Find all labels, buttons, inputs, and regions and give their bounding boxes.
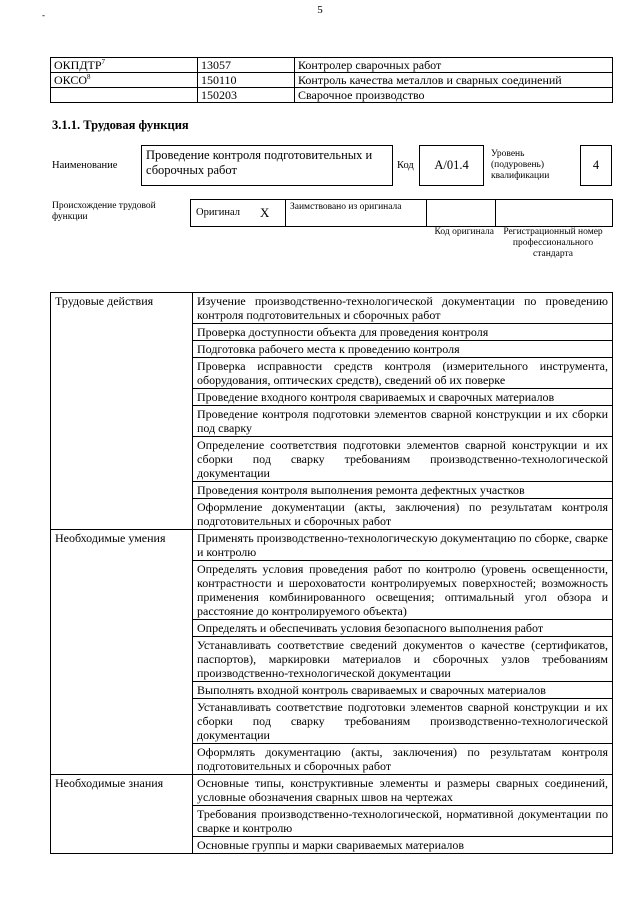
original-box [190,199,286,227]
name-label: Наименование [52,160,118,171]
classifier-code: ОКПДТР$^7$ [51,58,198,73]
level-value: 4 [592,158,600,172]
requirement-item: Определять и обеспечивать условия безопасного выполнения работ [193,620,613,637]
requirement-item: Применять производственно-технологическую документацию по сборке, сварке и контролю [193,530,613,561]
requirement-item: Устанавливать соответствие сведений документов о качестве (сертификатов, паспортов), маркировки материалов и сборочных узлов требованиям производственно-технологической документации [193,637,613,682]
category-label: Трудовые действия [51,293,193,530]
code-original-label: Код оригинала [434,227,494,237]
classifier-row [51,73,613,88]
page-number: 5 [317,4,323,16]
requirement-item: Основные типы, конструктивные элементы и размеры сварных соединений, условные обозначения сварных швов на чертежах [193,775,613,806]
code-original-box [426,199,496,227]
requirement-item: Основные группы и марки свариваемых материалов [193,837,613,854]
requirement-item: Оформлять документацию (акты, заключения) по результатам контроля подготовительных и сборочных работ [193,744,613,775]
corner-mark: - [42,10,45,20]
reg-number-label: Регистрационный номер профессионального стандарта [503,227,603,259]
code-value: A/01.4 [434,158,469,172]
requirement-item: Проведения контроля выполнения ремонта дефектных участков [193,482,613,499]
original-mark: X [260,205,270,220]
reg-number-box [495,199,613,227]
requirement-item: Выполнять входной контроль свариваемых и сварочных материалов [193,682,613,699]
requirement-item: Требования производственно-технологической, нормативной документации по сварке и контролю [193,806,613,837]
requirement-item: Изучение производственно-технологической документации по проведению контроля подготовительных и сборочных работ [193,293,613,324]
classifier-number: 13057 [198,58,295,73]
classifier-row [51,58,613,73]
function-name-box [141,145,393,186]
classifier-name: Сварочное производство [295,88,613,103]
table-row [51,530,613,561]
requirement-item: Проведение контроля подготовки элементов сварной конструкции и их сборки под сварку [193,406,613,437]
origin-label: Происхождение трудовой функции [52,201,156,222]
classifier-code: ОКСО$^8$ [51,73,198,88]
category-label: Необходимые умения [51,530,193,775]
classifier-name: Контролер сварочных работ [295,58,613,73]
classifier-number: 150203 [198,88,295,103]
table-row [51,293,613,324]
code-box [419,145,484,186]
function-details-table [50,292,613,854]
borrowed-box [285,199,427,227]
section-title: 3.1.1. Трудовая функция [52,118,189,132]
requirement-item: Определение соответствия подготовки элементов сварной конструкции и их сборки под сварку требованиям производственно-технологической документации [193,437,613,482]
original-label: Оригинал [196,207,240,218]
classifier-table [50,57,613,103]
classifier-number: 150110 [198,73,295,88]
requirement-item: Определять условия проведения работ по контролю (уровень освещенности, контрастности и шероховатости контролируемых поверхностей; возможность применения комбинированного освещения; оптимальный угол обзора и расстояние до контролируемого объекта) [193,561,613,620]
requirement-item: Проведение входного контроля свариваемых и сварочных материалов [193,389,613,406]
level-box [580,145,612,186]
requirement-item: Оформление документации (акты, заключения) по результатам контроля подготовительных и сборочных работ [193,499,613,530]
code-label: Код [397,160,414,171]
borrowed-label: Заимствовано из оригинала [290,202,402,212]
classifier-code [51,88,198,103]
requirement-item: Подготовка рабочего места к проведению контроля [193,341,613,358]
category-label: Необходимые знания [51,775,193,854]
table-row [51,775,613,806]
requirement-item: Устанавливать соответствие подготовки элементов сварной конструкции и их сборки под сварку требованиям производственно-технологической документации [193,699,613,744]
requirement-item: Проверка доступности объекта для проведения контроля [193,324,613,341]
function-name-value: Проведение контроля подготовительных и сборочных работ [146,148,373,177]
level-label: Уровень (подуровень) квалификации [491,149,550,181]
classifier-row [51,88,613,103]
requirement-item: Проверка исправности средств контроля (измерительного инструмента, оборудования, оптических средств), сведений об их поверке [193,358,613,389]
classifier-name: Контроль качества металлов и сварных соединений [295,73,613,88]
